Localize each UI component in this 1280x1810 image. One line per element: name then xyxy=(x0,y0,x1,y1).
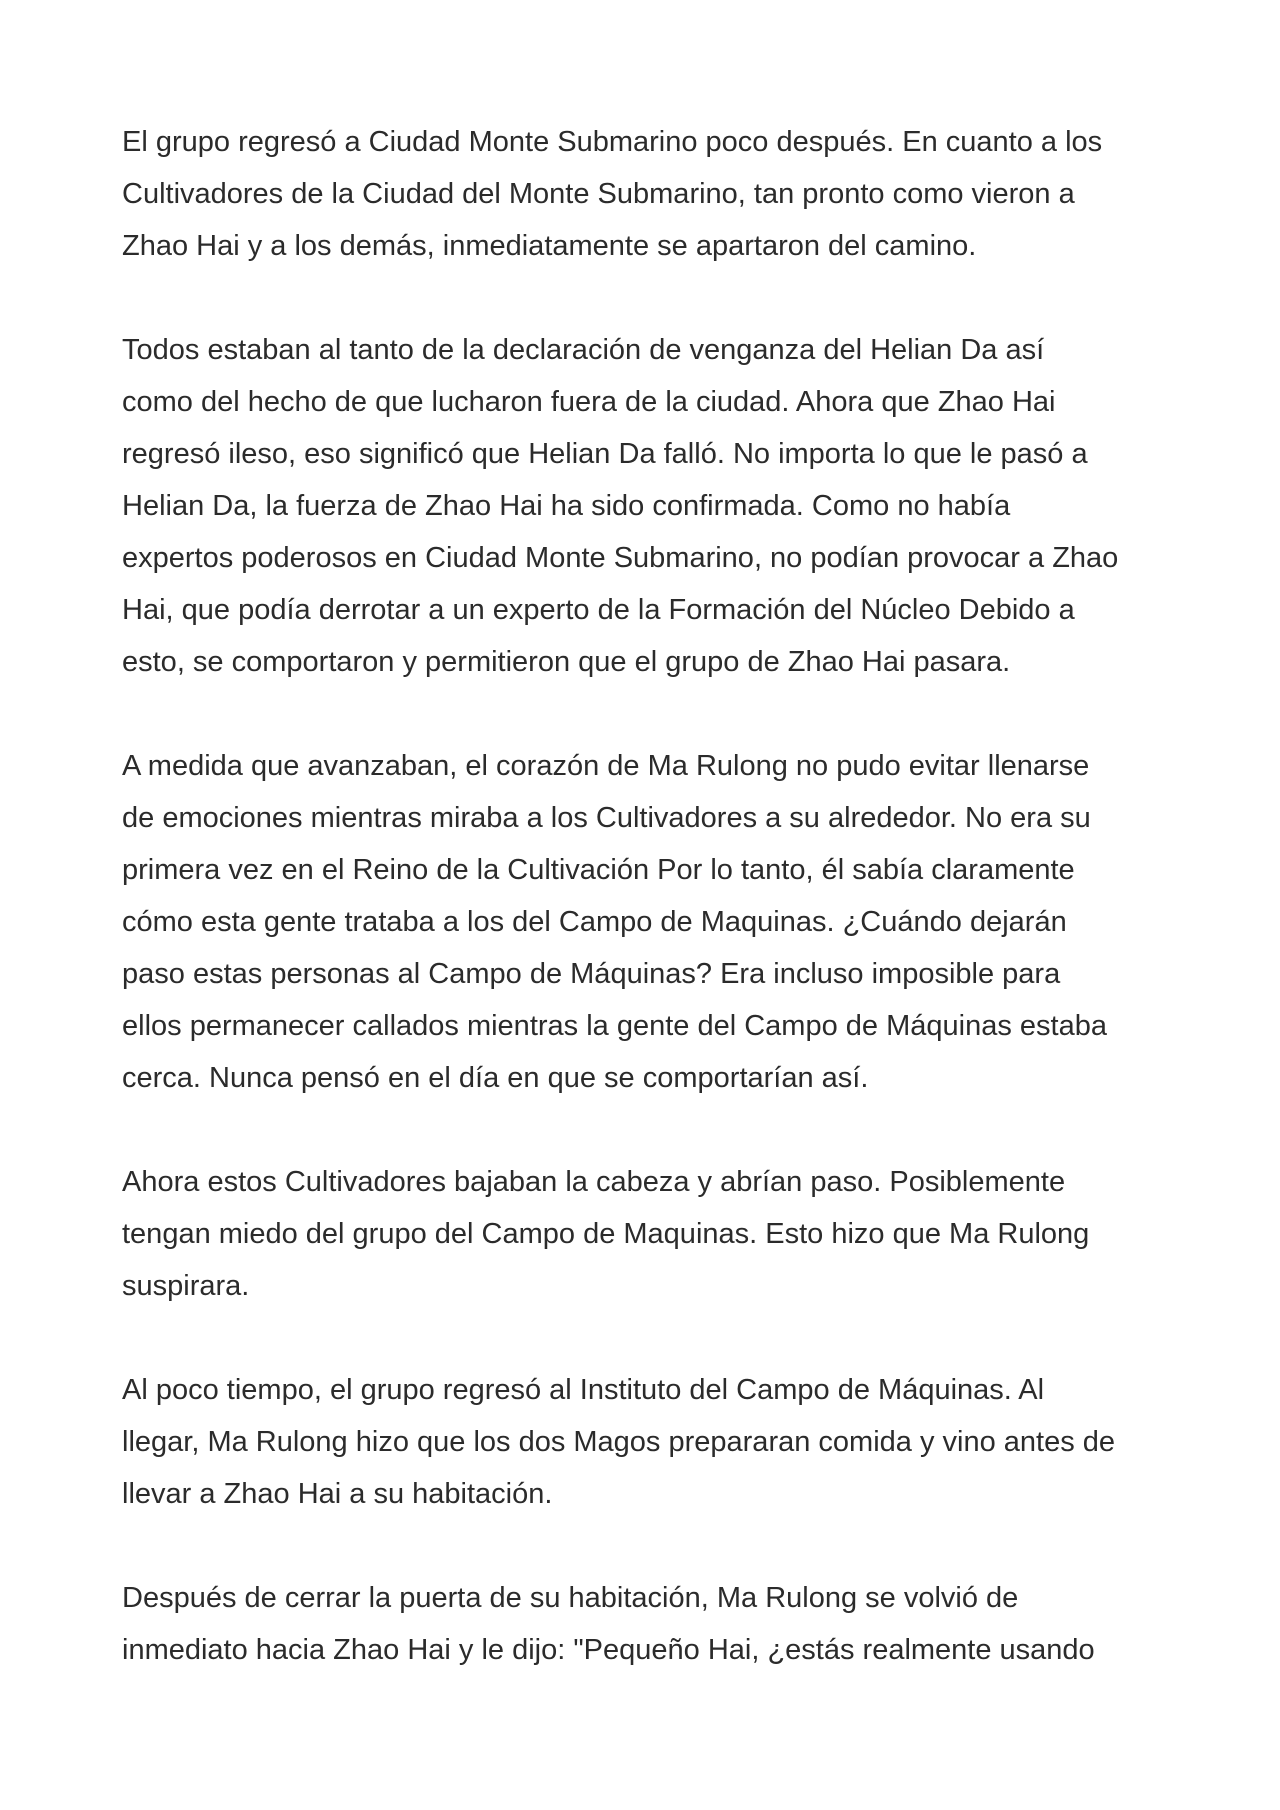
paragraph-2 xyxy=(122,324,1162,688)
text-line: de emociones mientras miraba a los Cultivadores a su alrededor. No era su xyxy=(122,802,1091,834)
text-line: cómo esta gente trataba a los del Campo de Maquinas. ¿Cuándo dejarán xyxy=(122,906,1067,938)
paragraph-5 xyxy=(122,1364,1162,1520)
text-line: Helian Da, la fuerza de Zhao Hai ha sido confirmada. Como no había xyxy=(122,490,1011,522)
text-line: Zhao Hai y a los demás, inmediatamente se apartaron del camino. xyxy=(122,230,977,262)
text-line: como del hecho de que lucharon fuera de la ciudad. Ahora que Zhao Hai xyxy=(122,386,1056,418)
text-line: Al poco tiempo, el grupo regresó al Instituto del Campo de Máquinas. Al xyxy=(122,1374,1045,1406)
text-line: Después de cerrar la puerta de su habitación, Ma Rulong se volvió de xyxy=(122,1582,1019,1614)
paragraph-1 xyxy=(122,116,1162,272)
text-line: tengan miedo del grupo del Campo de Maquinas. Esto hizo que Ma Rulong xyxy=(122,1218,1090,1250)
text-line: El grupo regresó a Ciudad Monte Submarino poco después. En cuanto a los xyxy=(122,126,1103,158)
text-line: Cultivadores de la Ciudad del Monte Submarino, tan pronto como vieron a xyxy=(122,178,1075,210)
paragraph-3 xyxy=(122,740,1162,1104)
text-line: esto, se comportaron y permitieron que el grupo de Zhao Hai pasara. xyxy=(122,646,1011,678)
text-line: A medida que avanzaban, el corazón de Ma Rulong no pudo evitar llenarse xyxy=(122,750,1090,782)
text-line: regresó ileso, eso significó que Helian Da falló. No importa lo que le pasó a xyxy=(122,438,1088,470)
paragraph-6 xyxy=(122,1572,1162,1676)
text-line: Todos estaban al tanto de la declaración de venganza del Helian Da así xyxy=(122,334,1045,366)
text-line: suspirara. xyxy=(122,1270,250,1302)
text-line: ellos permanecer callados mientras la gente del Campo de Máquinas estaba xyxy=(122,1010,1107,1042)
text-line: Hai, que podía derrotar a un experto de la Formación del Núcleo Debido a xyxy=(122,594,1075,626)
text-line: primera vez en el Reino de la Cultivación Por lo tanto, él sabía claramente xyxy=(122,854,1075,886)
text-line: paso estas personas al Campo de Máquinas? Era incluso imposible para xyxy=(122,958,1061,990)
text-line: inmediato hacia Zhao Hai y le dijo: "Pequeño Hai, ¿estás realmente usando xyxy=(122,1634,1095,1666)
text-line: llevar a Zhao Hai a su habitación. xyxy=(122,1478,553,1510)
text-line: cerca. Nunca pensó en el día en que se comportarían así. xyxy=(122,1062,869,1094)
paragraph-4 xyxy=(122,1156,1162,1312)
text-line: expertos poderosos en Ciudad Monte Submarino, no podían provocar a Zhao xyxy=(122,542,1119,574)
text-line: Ahora estos Cultivadores bajaban la cabeza y abrían paso. Posiblemente xyxy=(122,1166,1066,1198)
text-line: llegar, Ma Rulong hizo que los dos Magos prepararan comida y vino antes de xyxy=(122,1426,1116,1458)
